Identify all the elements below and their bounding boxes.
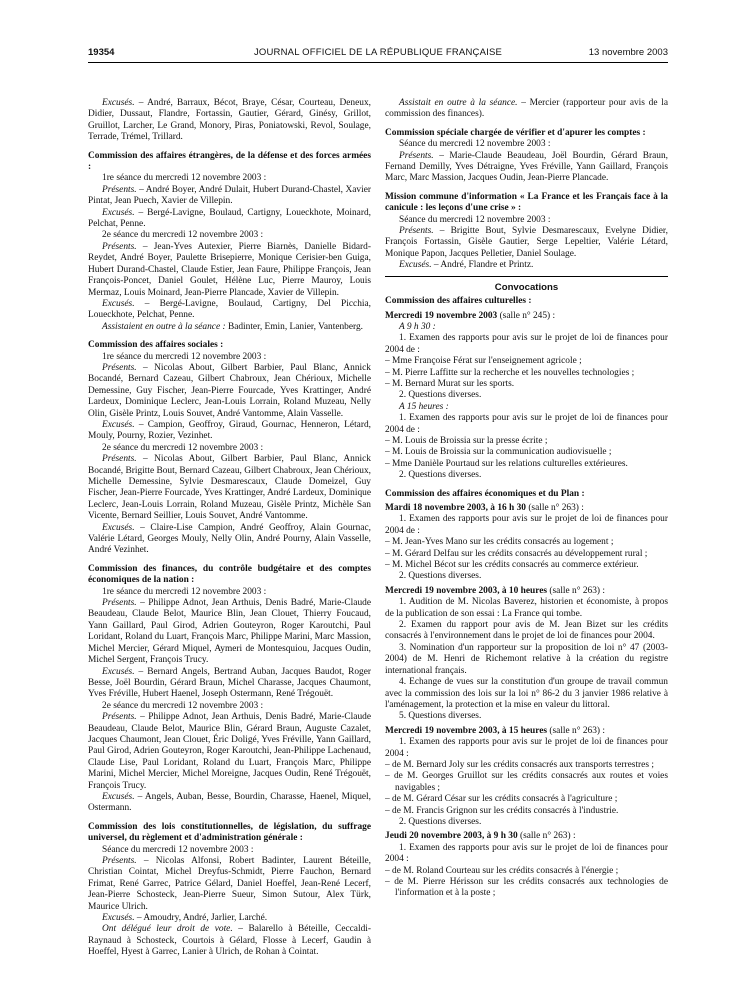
- meeting-time: A 9 h 30 :: [399, 321, 436, 332]
- paragraph: Assistait en outre à la séance. – Mercier (rapporteur pour avis de la commission des finances).: [385, 98, 668, 120]
- section-title: Mission commune d'information « La France et les Français face à la canicule : les leçons d'une crise » :: [385, 191, 668, 214]
- paragraph: Excusés. – Bernard Angels, Bertrand Auban, Jacques Baudot, Roger Besse, Joël Bourdin, Gérard Braun, Michel Charasse, Jacques Chaumont, Yves Fréville, Hubert Haenel, Joseph Ostermann, René Trégouët.: [88, 666, 371, 700]
- agenda-bullet: – de M. Pierre Hérisson sur les crédits consacrés aux technologies de l'information et à la poste ;: [385, 877, 668, 899]
- header-rule: [88, 62, 668, 63]
- meeting-date: Mercredi 19 novembre 2003 (salle n° 245) :: [385, 310, 556, 321]
- paragraph: Présents. – Philippe Adnot, Jean Arthuis, Denis Badré, Marie-Claude Beaudeau, Claude Belot, Maurice Blin, Jean Clouet, Thierry Foucaud, Yann Gaillard, Paul Girod, Adrien Gouteyron, Roger Karoutchi, Paul Loridant, Roland du Luart, François Marc, Philippe Marini, Marc Massion, Michel Mercier, Gérard Miquel, Aymeri de Montesquiou, Jacques Oudin, Michel Sergent, François Trucy.: [88, 598, 371, 666]
- paragraph: Excusés. – Angels, Auban, Besse, Bourdin, Charasse, Haenel, Miquel, Ostermann.: [88, 791, 371, 814]
- paragraph: Excusés. – Bergé-Lavigne, Boulaud, Cartigny, Loueckhote, Moinard, Pelchat, Penne.: [88, 207, 371, 230]
- agenda-item: 2. Questions diverses.: [399, 470, 482, 481]
- agenda-item: 2. Examen du rapport pour avis de M. Jean Bizet sur les crédits consacrés à l'environnement dans le projet de loi de finances pour 2004.: [385, 620, 668, 642]
- agenda-item: 1. Examen des rapports pour avis sur le projet de loi de finances pour 2004 de :: [385, 333, 668, 355]
- agenda-item: 4. Echange de vues sur la constitution d'un groupe de travail commun avec la commission des lois sur la loi n° 86-2 du 3 janvier 1986 relative à l'aménagement, la protection et la mise en valeur du littoral.: [385, 677, 668, 710]
- seance-line: 2e séance du mercredi 12 novembre 2003 :: [102, 230, 264, 241]
- agenda-bullet: – M. Bernard Murat sur les sports.: [385, 378, 515, 389]
- paragraph: Excusés. – Campion, Geoffroy, Giraud, Gournac, Henneron, Létard, Mouly, Pourny, Rozier, Vezinhet.: [88, 419, 371, 442]
- agenda-bullet: – M. Gérard Delfau sur les crédits consacrés au développement rural ;: [385, 548, 648, 559]
- paragraph: Présents. – Nicolas About, Gilbert Barbier, Paul Blanc, Annick Bocandé, Brigitte Bout, Bernard Cazeau, Gilbert Chabroux, Jean Chérioux, Michelle Demessine, Sylvie Desmarescaux, Claude Domeizel, Guy Fischer, Jean-Pierre Fourcade, Yves Krattinger, André Lardeux, Dominique Leclerc, Jean-Louis Lorrain, Roland Muzeau, Gisèle Printz, Michèle San Vicente, Bernard Seillier, Louis Souvet, André Vantomme.: [88, 454, 371, 522]
- agenda-item: 1. Examen des rapports pour avis sur le projet de loi de finances pour 2004 de :: [385, 514, 668, 536]
- seance-line: 1re séance du mercredi 12 novembre 2003 :: [102, 351, 267, 362]
- meeting-date: Jeudi 20 novembre 2003, à 9 h 30 (salle n° 263) :: [385, 831, 576, 842]
- agenda-bullet: – M. Michel Bécot sur les crédits consacrés au commerce extérieur.: [385, 560, 639, 571]
- section-title: Commission des affaires culturelles :: [385, 296, 532, 307]
- section-title: Commission des affaires étrangères, de la défense et des forces armées :: [88, 150, 371, 173]
- issue-date: 13 novembre 2003: [588, 47, 668, 58]
- agenda-item: 2. Questions diverses.: [399, 571, 482, 582]
- paragraph: Présents. – Nicolas Alfonsi, Robert Badinter, Laurent Béteille, Christian Cointat, Michel Dreyfus-Schmidt, Pierre Fauchon, Bernard Frimat, René Garrec, Patrice Gélard, Daniel Hoeffel, Jean-René Lecerf, Jean-Pierre Schosteck, Jean-Pierre Sueur, Simon Sutour, Alex Türk, Maurice Ulrich.: [88, 856, 371, 912]
- seance-line: 1re séance du mercredi 12 novembre 2003 :: [102, 586, 267, 597]
- agenda-item: 1. Examen des rapports pour avis sur le projet de loi de finances pour 2004 de :: [385, 413, 668, 435]
- journal-title: JOURNAL OFFICIEL DE LA RÉPUBLIQUE FRANÇAISE: [253, 47, 503, 58]
- agenda-item: 1. Examen des rapports pour avis sur le projet de loi de finances pour 2004 :: [385, 737, 668, 759]
- right-column: [385, 98, 668, 958]
- agenda-bullet: – Mme Danièle Pourtaud sur les relations culturelles extérieures.: [385, 458, 628, 469]
- agenda-bullet: – M. Pierre Laffitte sur la recherche et les nouvelles technologies ;: [385, 367, 635, 378]
- page-header: [88, 47, 668, 61]
- agenda-item: 1. Audition de M. Nicolas Baverez, historien et économiste, à propos de la publication de son essai : La France qui tombe.: [385, 597, 668, 619]
- agenda-bullet: – de M. Roland Courteau sur les crédits consacrés à l'énergie ;: [385, 865, 619, 876]
- agenda-bullet: – Mme Françoise Férat sur l'enseignement agricole ;: [385, 356, 582, 367]
- agenda-item: 1. Examen des rapports pour avis sur le projet de loi de finances pour 2004 :: [385, 842, 668, 865]
- paragraph: Excusés. – Bergé-Lavigne, Boulaud, Cartigny, Del Picchia, Loueckhote, Pelchat, Penne.: [88, 298, 371, 321]
- agenda-item: 2. Questions diverses.: [399, 390, 482, 401]
- page-number: 19354: [88, 47, 115, 58]
- seance-line: Séance du mercredi 12 novembre 2003 :: [399, 214, 551, 225]
- meeting-date: Mardi 18 novembre 2003, à 16 h 30 (salle n° 263) :: [385, 503, 584, 513]
- seance-line: 2e séance du mercredi 12 novembre 2003 :: [102, 442, 264, 453]
- paragraph: Présents. – Nicolas About, Gilbert Barbier, Paul Blanc, Annick Bocandé, Bernard Cazeau, Gilbert Chabroux, Jean Chérioux, Michelle Demessine, Guy Fischer, Jean-Pierre Fourcade, Yves Krattinger, André Lardeux, Dominique Leclerc, Jean-Louis Lorrain, Roland Muzeau, Nelly Olin, Gisèle Printz, Louis Souvet, André Vantomme, Alain Vasselle.: [88, 362, 371, 419]
- agenda-item: 5. Questions diverses.: [399, 711, 482, 722]
- agenda-bullet: – M. Louis de Broissia sur la presse écrite ;: [385, 435, 548, 446]
- paragraph: Excusés. – André, Barraux, Bécot, Braye, César, Courteau, Deneux, Didier, Dussaut, Flandre, Fortassin, Gautier, Gérard, Ginésy, Grillot, Gruillot, Larcher, Le Grand, Monory, Piras, Poniatowski, Revol, Soulage, Terrade, Trémel, Trillard.: [88, 98, 371, 143]
- meeting-time: A 15 heures :: [399, 401, 449, 412]
- section-title: Commission des finances, du contrôle budgétaire et des comptes économiques de la nation :: [88, 563, 371, 586]
- agenda-item: 2. Questions diverses.: [399, 816, 482, 827]
- paragraph: Présents. – Marie-Claude Beaudeau, Joël Bourdin, Gérard Braun, Fernand Demilly, Yves Détraigne, Yves Fréville, Yann Gaillard, François Marc, Marc Massion, Jacques Oudin, Jean-Pierre Plancade.: [385, 150, 668, 184]
- agenda-bullet: – de M. Bernard Joly sur les crédits consacrés aux transports terrestres ;: [385, 759, 654, 770]
- section-title: Commission des affaires économiques et du Plan :: [385, 488, 585, 499]
- left-column: [88, 98, 371, 958]
- paragraph: Présents. – Philippe Adnot, Jean Arthuis, Denis Badré, Marie-Claude Beaudeau, Claude Belot, Maurice Blin, Gérard Braun, Auguste Cazalet, Jacques Chaumont, Jean Clouet, Éric Doligé, Yves Fréville, Yann Gaillard, Paul Girod, Adrien Gouteyron, Roger Karoutchi, Jean-Philippe Lachenaud, Claude Lise, Paul Loridant, Roland du Luart, François Marc, Philippe Marini, Michel Mercier, Michel Moreigne, Jacques Oudin, René Trégouët, François Trucy.: [88, 712, 371, 791]
- paragraph: Présents. – André Boyer, André Dulait, Hubert Durand-Chastel, Xavier Pintat, Jean Puech, Xavier de Villepin.: [88, 184, 371, 207]
- agenda-bullet: – de M. Georges Gruillot sur les crédits consacrés aux routes et voies navigables ;: [385, 771, 668, 793]
- paragraph: Présents. – Brigitte Bout, Sylvie Desmarescaux, Evelyne Didier, François Fortassin, Gisèle Gautier, Serge Lepeltier, Valérie Létard, Monique Papon, Jacques Pelletier, Daniel Soulage.: [385, 226, 668, 259]
- agenda-bullet: – de M. Francis Grignon sur les crédits consacrés à l'industrie.: [385, 805, 619, 816]
- seance-line: Séance du mercredi 12 novembre 2003 :: [102, 844, 254, 855]
- section-title: Commission spéciale chargée de vérifier et d'apurer les comptes :: [385, 127, 646, 138]
- convocations-heading: Convocations: [494, 281, 559, 293]
- agenda-bullet: – M. Louis de Broissia sur la communication audiovisuelle ;: [385, 447, 612, 458]
- paragraph: Excusés. – Claire-Lise Campion, André Geoffroy, Alain Gournac, Valérie Létard, Georges Mouly, Nelly Olin, André Pourny, Alain Vasselle, André Vezinhet.: [88, 522, 371, 556]
- paragraph: Excusés. – Amoudry, André, Jarlier, Larché.: [102, 913, 268, 924]
- seance-line: Séance du mercredi 12 novembre 2003 :: [399, 139, 551, 150]
- seance-line: 2e séance du mercredi 12 novembre 2003 :: [102, 700, 264, 711]
- paragraph: Présents. – Jean-Yves Autexier, Pierre Biarnès, Danielle Bidard-Reydet, André Boyer, Paulette Brisepierre, Monique Cerisier-ben Guiga, Hubert Durand-Chastel, Claude Estier, Jean Faure, Philippe François, Jean François-Poncet, Daniel Goulet, Hélène Luc, Pierre Mauroy, Louis Mermaz, Louis Moinard, Jean-Pierre Plancade, Xavier de Villepin.: [88, 241, 371, 298]
- meeting-date: Mercredi 19 novembre 2003, à 15 heures (salle n° 263) :: [385, 725, 605, 736]
- section-rule: [385, 276, 668, 277]
- seance-line: 1re séance du mercredi 12 novembre 2003 :: [102, 173, 267, 184]
- agenda-bullet: – de M. Gérard César sur les crédits consacrés à l'agriculture ;: [385, 794, 618, 805]
- section-title: Commission des affaires sociales :: [88, 340, 224, 351]
- paragraph: Assistaient en outre à la séance : Badinter, Emin, Lanier, Vantenberg.: [102, 321, 363, 332]
- agenda-bullet: – M. Jean-Yves Mano sur les crédits consacrés au logement ;: [385, 537, 614, 548]
- section-title: Commission des lois constitutionnelles, de législation, du suffrage universel, du règlement et d'administration générale :: [88, 821, 371, 844]
- paragraph: Ont délégué leur droit de vote. – Balarello à Béteille, Ceccaldi-Raynaud à Schosteck, Courtois à Gélard, Flosse à Lecerf, Gaudin à Hoeffel, Hyest à Garrec, Lanier à Ulrich, de Rohan à Cointat.: [88, 924, 371, 958]
- paragraph: Excusés. – André, Flandre et Printz.: [399, 260, 534, 271]
- agenda-item: 3. Nomination d'un rapporteur sur la proposition de loi n° 47 (2003-2004) de M. Henri de Richemont relative à la création du registre international français.: [385, 642, 668, 676]
- meeting-date: Mercredi 19 novembre 2003, à 10 heures (salle n° 263) :: [385, 585, 605, 596]
